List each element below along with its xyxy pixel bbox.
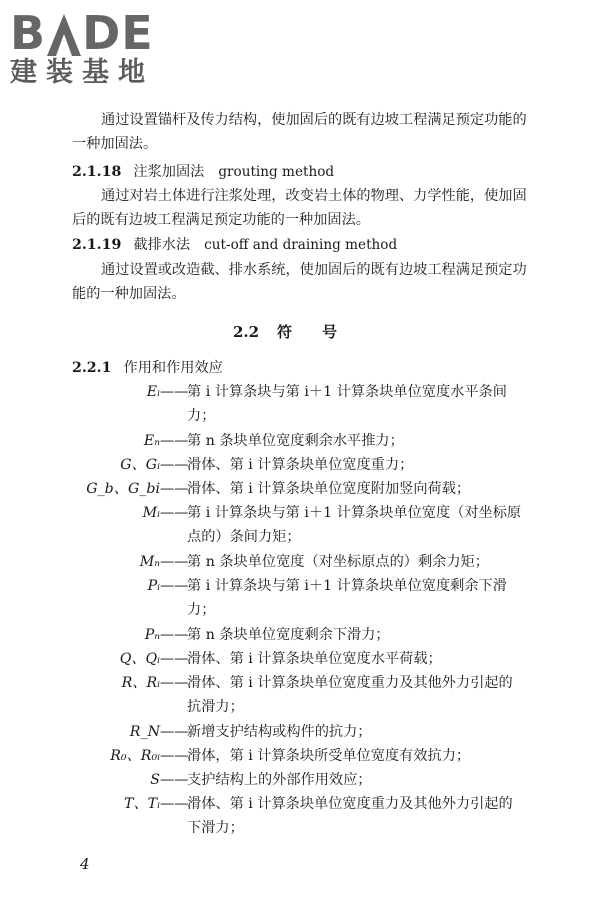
symbol-desc: 第 i 计算条块与第 i＋1 计算条块单位宽度水平条间力； (187, 384, 507, 424)
section-number: 2.2 (232, 323, 260, 341)
symbol-row (60, 792, 530, 836)
bade-logo (10, 6, 180, 88)
symbol-desc: 滑体，第 i 计算条块所受单位宽度有效抗力； (187, 748, 471, 764)
symbol-dash: —— (160, 554, 189, 570)
clause-term-en: grouting method (218, 164, 335, 180)
section-heading (0, 320, 600, 344)
symbol-dash: —— (160, 796, 189, 812)
symbol-desc: 第 n 条块单位宽度剩余下滑力； (187, 627, 390, 643)
symbol-row (60, 623, 530, 647)
symbol-desc: 滑体、第 i 计算条块单位宽度重力及其他外力引起的抗滑力； (187, 675, 513, 715)
symbol-desc: 第 n 条块单位宽度（对坐标原点的）剩余力矩； (187, 554, 489, 570)
intro-paragraph: 通过设置锚杆及传力结构，使加固后的既有边坡工程满足预定功能的一种加固法。 (72, 112, 527, 152)
symbol-desc: 新增支护结构或构件的抗力； (187, 724, 372, 740)
subsection-title: 作用和作用效应 (123, 360, 223, 376)
symbol-dash: —— (160, 724, 189, 740)
symbol-desc: 第 i 计算条块与第 i＋1 计算条块单位宽度剩余下滑力； (187, 578, 507, 618)
logo-letters-de: DE (82, 6, 154, 60)
clause-2-1-19-definition: 通过设置或改造截、排水系统，使加固后的既有边坡工程满足预定功能的一种加固法。 (72, 262, 527, 302)
symbol-desc: 滑体、第 i 计算条块单位宽度水平荷载； (187, 651, 442, 667)
clause-number: 2.1.18 (72, 164, 122, 180)
symbol-row (60, 550, 530, 574)
symbol-row (60, 671, 530, 715)
symbol-row (60, 768, 530, 792)
clause-term-cn: 截排水法 (133, 237, 191, 253)
symbol-dash: —— (160, 627, 189, 643)
symbol-lhs: T、Tᵢ (124, 796, 160, 812)
symbol-dash: —— (160, 578, 189, 594)
logo-a-shape (47, 14, 81, 56)
symbol-lhs: R_N (129, 724, 160, 740)
symbol-lhs: Mₙ (139, 554, 160, 570)
symbol-lhs: S (150, 772, 160, 788)
symbol-dash: —— (160, 433, 189, 449)
symbol-row (60, 453, 530, 477)
symbol-lhs: Q、Qᵢ (119, 651, 160, 667)
symbol-row (60, 647, 530, 671)
symbol-desc: 滑体、第 i 计算条块单位宽度附加竖向荷载； (187, 481, 471, 497)
symbol-lhs: Pᵢ (147, 578, 160, 594)
symbol-dash: —— (160, 748, 189, 764)
clause-term-cn: 注浆加固法 (133, 164, 205, 180)
symbol-lhs: R、Rᵢ (121, 675, 160, 691)
section-title: 符号 (277, 323, 368, 341)
symbol-lhs: Mᵢ (142, 505, 160, 521)
symbol-dash: —— (160, 505, 189, 521)
symbol-row (60, 429, 530, 453)
symbol-dash: —— (160, 772, 189, 788)
symbol-lhs: Eᵢ (146, 384, 160, 400)
symbol-row (60, 744, 530, 768)
symbol-lhs: Eₙ (143, 433, 160, 449)
clause-2-1-18-definition: 通过对岩土体进行注浆处理，改变岩土体的物理、力学性能，使加固后的既有边坡工程满足预定功能的一种加固法。 (72, 188, 527, 228)
symbol-dash: —— (160, 457, 189, 473)
logo-letter-b: B (10, 6, 47, 60)
subsection-heading (72, 356, 223, 380)
symbol-desc: 第 n 条块单位宽度剩余水平推力； (187, 433, 404, 449)
symbol-row (60, 574, 530, 618)
symbol-lhs: R₀、R₀ᵢ (110, 748, 160, 764)
subsection-number: 2.2.1 (72, 360, 112, 376)
logo-wordmark (10, 6, 180, 60)
clause-2-1-18-heading (72, 160, 334, 184)
symbol-row (60, 380, 530, 424)
symbol-dash: —— (160, 675, 189, 691)
clause-2-1-19-heading (72, 233, 397, 257)
symbol-lhs: Pₙ (144, 627, 160, 643)
symbol-desc: 第 i 计算条块与第 i＋1 计算条块单位宽度（对坐标原点的）条间力矩； (187, 505, 522, 545)
symbol-lhs: G、Gᵢ (120, 457, 160, 473)
logo-subtitle: 建装基地 (10, 57, 154, 88)
symbol-row (60, 720, 530, 744)
symbol-dash: —— (160, 651, 189, 667)
logo-a-roof-icon (47, 10, 81, 56)
symbol-desc: 支护结构上的外部作用效应； (187, 772, 372, 788)
page-number: 4 (80, 855, 90, 873)
clause-term-en: cut-off and draining method (204, 237, 398, 253)
symbol-dash: —— (160, 384, 189, 400)
clause-number: 2.1.19 (72, 237, 122, 253)
symbol-lhs: G_b、G_bi (86, 481, 160, 497)
symbol-desc: 滑体、第 i 计算条块单位宽度重力； (187, 457, 414, 473)
symbol-row (60, 477, 530, 501)
symbol-dash: —— (160, 481, 189, 497)
symbol-desc: 滑体、第 i 计算条块单位宽度重力及其他外力引起的下滑力； (187, 796, 513, 836)
symbol-row (60, 501, 530, 545)
